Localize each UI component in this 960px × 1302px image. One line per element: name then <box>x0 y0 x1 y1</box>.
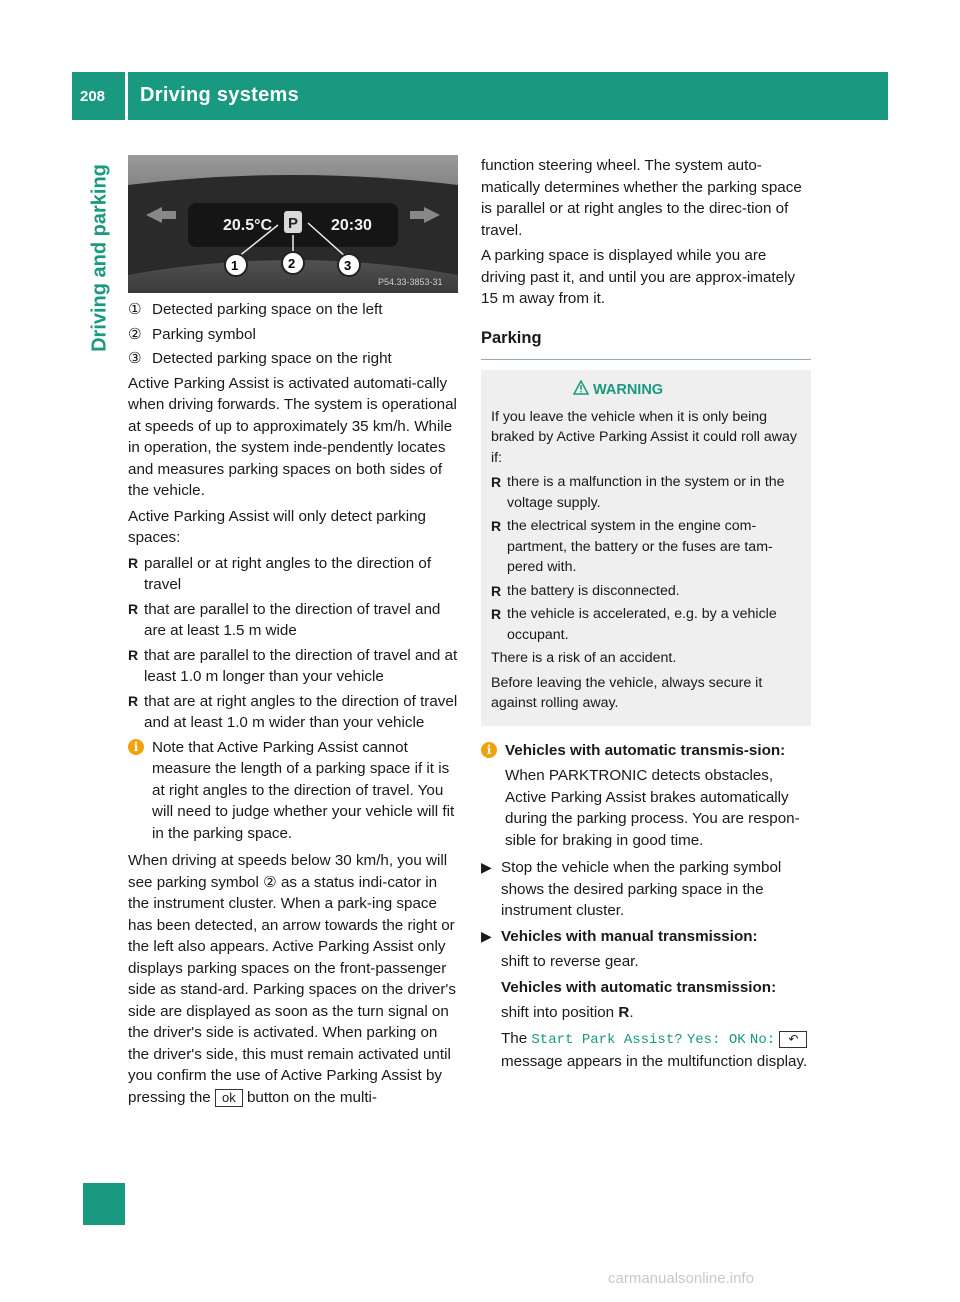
callout-2: 2 <box>288 256 296 271</box>
display-message-no: No: <box>749 1031 776 1048</box>
paragraph: Active Parking Assist will only detect parking spaces: <box>128 507 426 546</box>
callout-1: 1 <box>231 258 239 273</box>
note-heading: Vehicles with automatic transmis-sion: <box>505 741 786 759</box>
step-arrow-icon: ▶ <box>481 927 492 944</box>
ok-button-icon: ok <box>215 1089 243 1107</box>
cluster-temperature: 20.5°C <box>223 217 273 234</box>
figure-code: P54.33-3853-31 <box>378 277 443 287</box>
bullet-item: R that are parallel to the direction of travel and at least 1.0 m longer than your vehicle <box>128 646 458 685</box>
warning-box <box>481 370 811 726</box>
bullet-icon: R <box>491 474 502 490</box>
bullet-icon: R <box>128 692 139 709</box>
bullet-icon: R <box>491 518 502 534</box>
warning-bullet: R there is a malfunction in the system or in the voltage supply. <box>491 474 785 511</box>
header-divider <box>125 72 128 120</box>
legend-item <box>128 299 460 321</box>
warning-triangle-icon <box>573 380 589 402</box>
bullet-icon: R <box>491 582 502 599</box>
legend-text: Detected parking space on the left <box>152 301 383 318</box>
left-column <box>128 155 460 1112</box>
paragraph: A parking space is displayed while you are driving past it, and until you are approx-imately 15 m away from it. <box>481 247 796 307</box>
bullet-item: R parallel or at right angles to the direction of travel <box>128 554 432 593</box>
chapter-title: Driving systems <box>140 84 300 106</box>
warning-bullet: R the battery is disconnected. <box>491 581 801 602</box>
info-note <box>481 740 811 852</box>
legend-number: ③ <box>128 350 142 367</box>
watermark: carmanualsonline.info <box>608 1270 754 1287</box>
info-note <box>128 737 460 845</box>
back-button-icon: ↶ <box>779 1031 807 1048</box>
cluster-parking-symbol: P <box>288 215 299 232</box>
legend-text: Parking symbol <box>152 325 256 343</box>
right-column <box>481 155 811 1077</box>
legend-text: Detected parking space on the right <box>152 350 392 367</box>
warning-risk: There is a risk of an accident. <box>491 650 677 666</box>
warning-bullet: R the vehicle is accelerated, e.g. by a vehicle occupant. <box>491 606 777 643</box>
side-tab-block <box>83 1183 125 1225</box>
page-number: 208 <box>80 88 106 105</box>
callout-3: 3 <box>344 258 352 273</box>
step-arrow-icon: ▶ <box>481 859 492 875</box>
display-message-yes: Yes: OK <box>686 1031 746 1048</box>
instruction-step: ▶ Stop the vehicle when the parking symbol shows the desired parking space in the instrument cluster. <box>481 859 782 919</box>
cluster-time: 20:30 <box>331 217 372 234</box>
legend-item <box>128 324 460 346</box>
bullet-icon: R <box>128 554 139 571</box>
paragraph: When driving at speeds below 30 km/h, you will see parking symbol ② as a status indi-cator in the instrument cluster. When a park-ing space has been detected, an arrow towards the right or the left also appears. Active Parking Assist only displays parking spaces on the front-passenger side as stand-ard. Parking spaces on the driver's side are displayed as soon as the turn signal on the driver's side is activated. When parking on the driver's side, this must remain activated until you confirm the use of Active Parking Assist by pressing the ok button on the multi- <box>128 852 456 1106</box>
warning-intro: If you leave the vehicle when it is only being braked by Active Parking Assist it could roll away if: <box>491 408 797 466</box>
info-icon: i <box>481 742 497 758</box>
note-text: Note that Active Parking Assist cannot measure the length of a parking space if it is at right angles to the direction of travel. You will need to judge whether your vehicle will fit in the parking space. <box>152 738 455 842</box>
warning-title: WARNING <box>593 380 801 401</box>
legend-number: ① <box>128 301 142 318</box>
side-title: Driving and parking <box>88 164 111 352</box>
instrument-cluster-figure <box>128 155 458 293</box>
instruction-step: ▶ Vehicles with manual transmission: shift to reverse gear. Vehicles with automatic transmission: shift into position R. The Start Park Assist? Yes: OK No: ↶ message appears in the multifunction display. <box>481 927 808 1070</box>
bullet-item: R that are at right angles to the direction of travel and at least 1.0 m wider than your vehicle <box>128 692 458 731</box>
note-text: When PARKTRONIC detects obstacles, Active Parking Assist brakes automatically during the parking process. You are respon-sible for braking in good time. <box>505 767 800 849</box>
paragraph: function steering wheel. The system auto-matically determines whether the parking space is parallel or at right angles to the direc-tion of travel. <box>481 157 802 239</box>
info-icon: i <box>128 739 144 755</box>
legend-item <box>128 348 460 370</box>
bullet-item: R that are parallel to the direction of travel and are at least 1.5 m wide <box>128 600 441 639</box>
warning-bullet: R the electrical system in the engine com-partment, the battery or the fuses are tam-pered with. <box>491 518 773 575</box>
section-heading: Parking <box>481 328 811 361</box>
legend-number: ② <box>128 325 142 343</box>
gear-position: R <box>618 1004 630 1021</box>
bullet-icon: R <box>491 606 502 622</box>
symbol-ref: ② <box>263 873 277 891</box>
paragraph: Active Parking Assist is activated automati-cally when driving forwards. The system is operational at speeds of up to approximately 35 km/h. While in operation, the system inde-pendently locates and measures parking spaces on both sides of the vehicle. <box>128 374 457 499</box>
display-message-start: Start Park Assist? <box>531 1031 683 1048</box>
cluster-illustration <box>128 155 458 293</box>
bullet-icon: R <box>128 646 139 663</box>
warning-advice: Before leaving the vehicle, always secure it against rolling away. <box>491 674 763 711</box>
bullet-icon: R <box>128 600 139 617</box>
